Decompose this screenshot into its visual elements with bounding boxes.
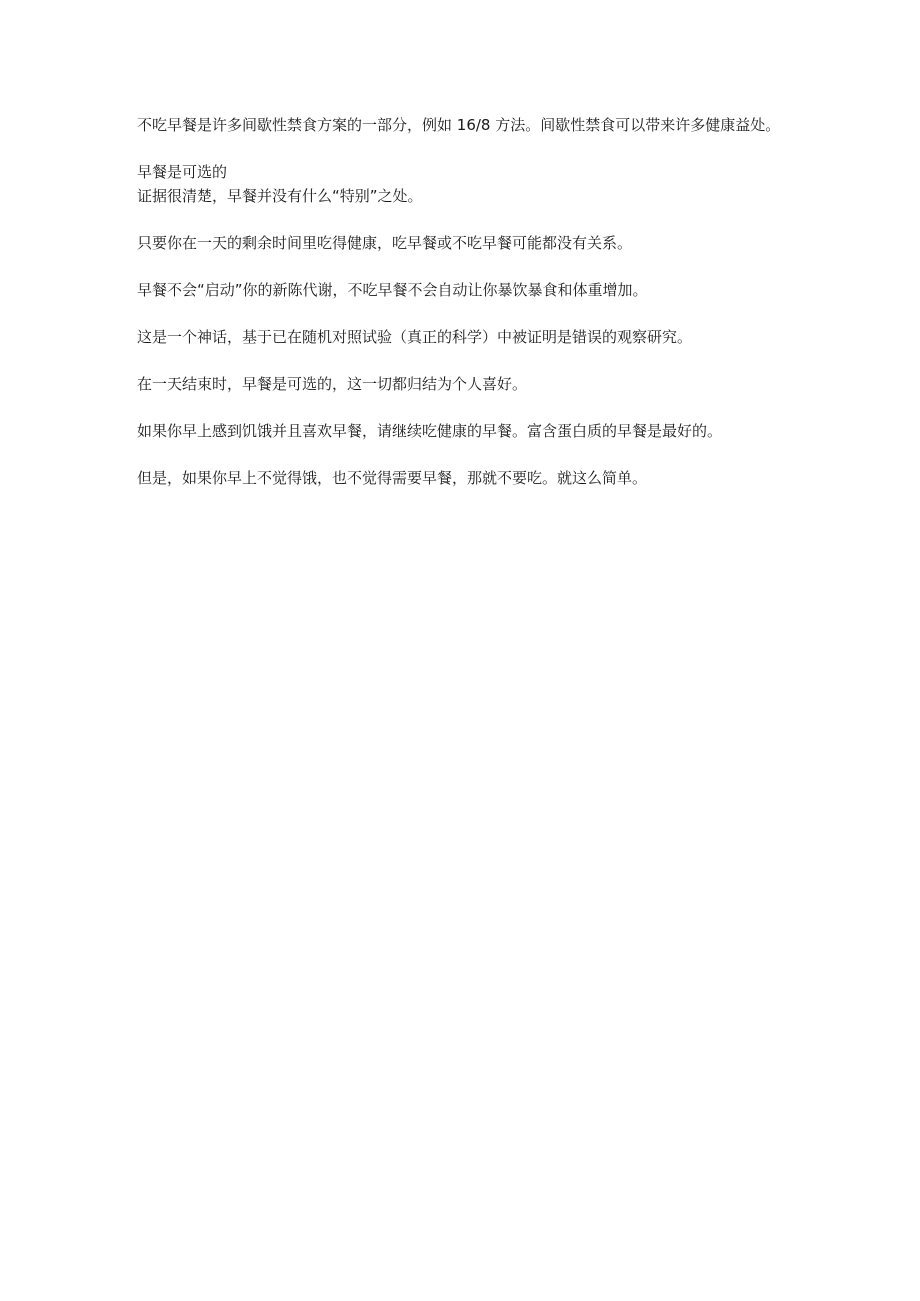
- paragraph-intermittent-fasting: 不吃早餐是许多间歇性禁食方案的一部分，例如 16/8 方法。间歇性禁食可以带来许多健康益处。: [137, 116, 781, 134]
- paragraph-not-hungry: 但是，如果你早上不觉得饿，也不觉得需要早餐，那就不要吃。就这么简单。: [137, 469, 648, 487]
- paragraph-eat-healthy: 只要你在一天的剩余时间里吃得健康，吃早餐或不吃早餐可能都没有关系。: [137, 234, 633, 252]
- paragraph-personal-preference: 在一天结束时，早餐是可选的，这一切都归结为个人喜好。: [137, 375, 528, 393]
- section-heading-breakfast-optional: 早餐是可选的: [137, 163, 228, 181]
- paragraph-evidence: 证据很清楚，早餐并没有什么“特别”之处。: [137, 187, 423, 205]
- document-body: [137, 113, 787, 513]
- paragraph-metabolism: 早餐不会“启动”你的新陈代谢，不吃早餐不会自动让你暴饮暴食和体重增加。: [137, 281, 648, 299]
- paragraph-hungry-morning: 如果你早上感到饥饿并且喜欢早餐，请继续吃健康的早餐。富含蛋白质的早餐是最好的。: [137, 422, 723, 440]
- paragraph-myth: 这是一个神话，基于已在随机对照试验（真正的科学）中被证明是错误的观察研究。: [137, 328, 693, 346]
